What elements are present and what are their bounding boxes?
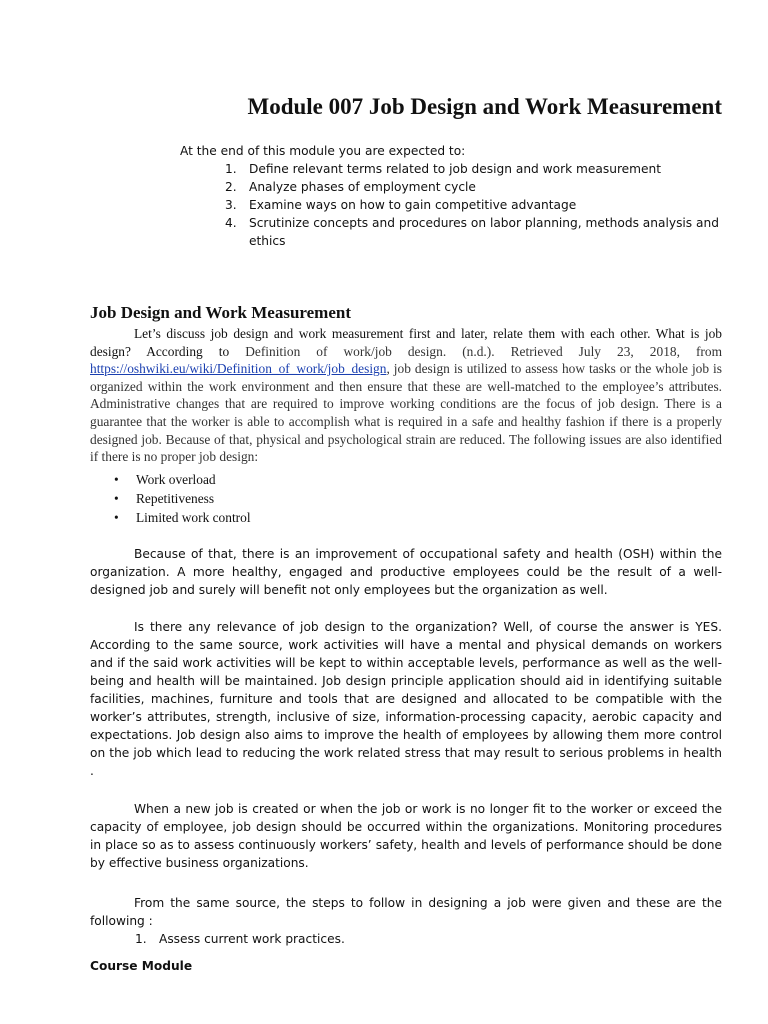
list-item xyxy=(225,178,725,196)
list-number: 4. xyxy=(225,216,237,230)
paragraph-job-design xyxy=(90,325,722,466)
paragraph-new-job xyxy=(90,800,722,872)
list-item xyxy=(225,214,725,250)
intro-text: At the end of this module you are expected to: xyxy=(180,144,466,158)
list-item xyxy=(135,930,345,948)
list-item xyxy=(225,160,725,178)
objectives-list xyxy=(225,160,725,250)
oshwiki-link[interactable]: https://oshwiki.eu/wiki/Definition_of_work/job_design xyxy=(90,361,387,377)
citation-text: Definition of work/job design. (n.d.). Retrieved July 23, 2018, from xyxy=(245,343,723,359)
paragraph-body: Because of that, there is an improvement of occupational safety and health (OSH) within the organization. A more healthy, engaged and productive employees could be the result of a well-designed job and surely will benefit not only employees but the organization as well. xyxy=(90,547,722,597)
list-item-text: Analyze phases of employment cycle xyxy=(249,180,476,194)
list-number: 3. xyxy=(225,198,237,212)
list-item-text: Examine ways on how to gain competitive advantage xyxy=(249,198,577,212)
list-item xyxy=(225,196,725,214)
section-heading: Job Design and Work Measurement xyxy=(90,303,352,322)
paragraph-osh xyxy=(90,545,722,599)
list-item: • Repetitiveness xyxy=(90,489,251,508)
paragraph-body: , job design is utilized to assess how tasks or the whole job is organized within the work environment and then ensure that these are well-matched to the employee’s attributes. Administrative changes that are required to improve working conditions are the focus of job design. There is a guarantee that the worker is able to accomplish what is required in a safe and healthy fashion if there is a properly designed job. Because of that, physical and psychological strain are reduced. The following issues are also identified if there is no proper job design: xyxy=(90,361,722,465)
list-item: • Limited work control xyxy=(90,508,251,527)
list-number: 1. xyxy=(225,162,237,176)
list-item-text: Define relevant terms related to job design and work measurement xyxy=(249,162,662,176)
issues-list xyxy=(90,470,251,527)
list-number: 2. xyxy=(225,180,237,194)
paragraph-relevance xyxy=(90,618,722,780)
footer-text: Course Module xyxy=(90,959,193,973)
page-title: Module 007 Job Design and Work Measurement xyxy=(247,94,722,119)
paragraph-body: When a new job is created or when the job or work is no longer fit to the worker or exceed the capacity of employee, job design should be occurred within the organizations. Monitoring procedures in place so as to assess continuously workers’ safety, health and levels of performance should be done by effective business organizations. xyxy=(90,802,722,870)
list-number: 1. xyxy=(135,932,147,946)
paragraph-steps-intro xyxy=(90,894,722,930)
paragraph-body: Is there any relevance of job design to the organization? Well, of course the answer is YES. According to the same source, work activities will have a mental and physical demands on workers and if the said work activities will be kept to within acceptable levels, performance as well as the well-being and health will be maintained. Job design principle application should aid in identifying suitable facilities, machines, furniture and tools that are designed and allocated to be compatible with the worker’s attributes, strength, inclusive of size, information-processing capacity, aerobic capacity and expectations. Job design also aims to improve the health of employees by allowing them more control on the job which lead to reducing the work related stress that may result to serious problems in health . xyxy=(90,620,722,778)
list-item: • Work overload xyxy=(90,470,251,489)
paragraph-body: From the same source, the steps to follow in designing a job were given and these are the following : xyxy=(90,896,722,928)
list-item-text: Assess current work practices. xyxy=(159,932,345,946)
steps-list xyxy=(135,930,345,948)
paragraph-lead: Let’s discuss job design and work measurement first and later, relate them with each other. What is job design? According to xyxy=(90,326,722,359)
list-item-text: Scrutinize concepts and procedures on labor planning, methods analysis and ethics xyxy=(249,216,719,248)
